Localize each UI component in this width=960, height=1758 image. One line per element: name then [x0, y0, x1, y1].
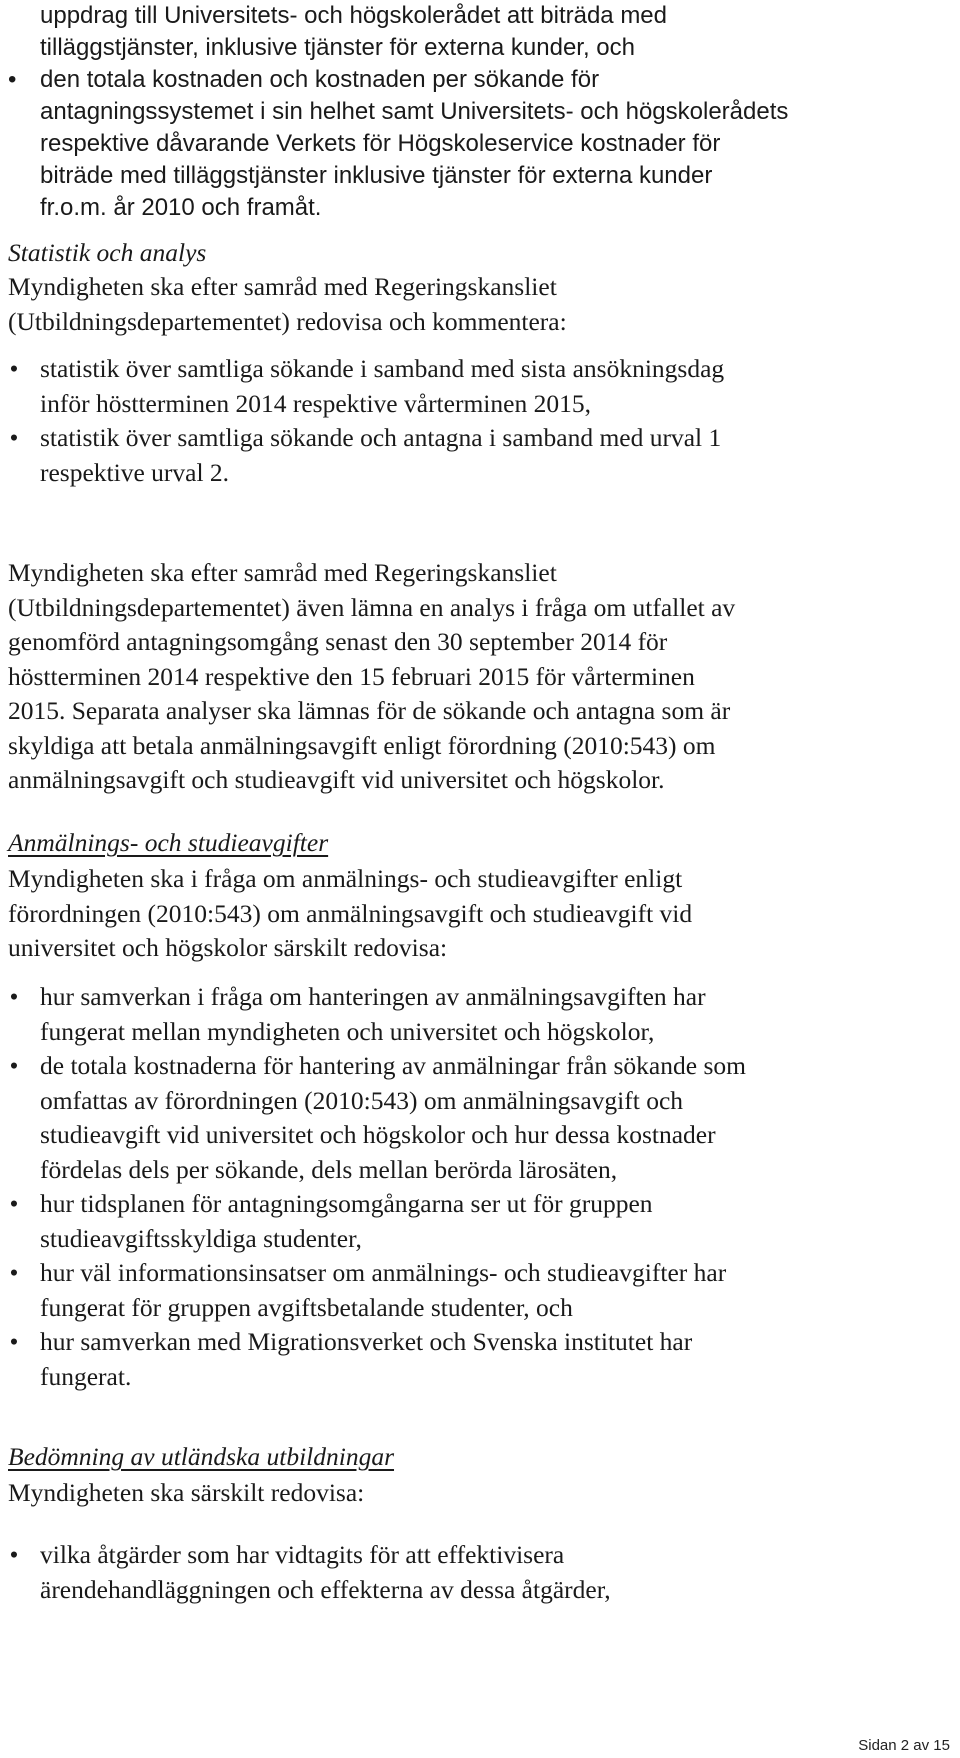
list-item [8, 1256, 948, 1325]
top-bullet [8, 64, 948, 224]
list-item [8, 1049, 948, 1187]
list-item [8, 352, 948, 421]
continuation-text [40, 0, 667, 64]
text-line: inför höstterminen 2014 respektive vårterminen 2015, [40, 388, 591, 418]
text-line: fungerat mellan myndigheten och universitet och högskolor, [40, 1016, 655, 1046]
text-line: fördelas dels per sökande, dels mellan berörda lärosäten, [40, 1154, 618, 1184]
list-item [8, 1325, 948, 1394]
section-heading-bedomning: Bedömning av utländska utbildningar [8, 1442, 395, 1471]
statistik-intro [8, 270, 567, 339]
bullet-marker: • [9, 1051, 19, 1080]
list-item [8, 421, 948, 490]
bedomning-bullet-list [8, 1538, 948, 1607]
text-line: hur samverkan i fråga om hanteringen av anmälningsavgiften har [40, 982, 706, 1011]
bullet-marker: • [9, 982, 19, 1011]
bedomning-intro: Myndigheten ska särskilt redovisa: [8, 1478, 365, 1507]
avgifter-bullet-list [8, 980, 948, 1394]
text-line: (Utbildningsdepartementet) redovisa och kommentera: [8, 306, 567, 336]
list-item [8, 1538, 948, 1607]
text-line: tilläggstjänster, inklusive tjänster för externa kunder, och [40, 34, 635, 61]
text-line: Myndigheten ska efter samråd med Regeringskansliet [8, 272, 557, 301]
text-line: biträde med tilläggstjänster inklusive tjänster för externa kunder [40, 162, 713, 189]
text-line: hur tidsplanen för antagningsomgångarna ser ut för gruppen [40, 1189, 653, 1218]
bullet-marker: • [9, 1327, 19, 1356]
text-line: vilka åtgärder som har vidtagits för att effektivisera [40, 1540, 565, 1569]
text-line: (Utbildningsdepartementet) även lämna en analys i fråga om utfallet av [8, 592, 736, 622]
text-line: studieavgift vid universitet och högskolor och hur dessa kostnader [40, 1120, 716, 1149]
list-item [8, 1187, 948, 1256]
statistik-bullet-list [8, 352, 948, 490]
section-heading-avgifter: Anmälnings- och studieavgifter [8, 828, 329, 857]
text-line: genomförd antagningsomgång senast den 30 september 2014 för [8, 627, 668, 656]
text-line: skyldiga att betala anmälningsavgift enligt förordning (2010:543) om [8, 730, 716, 760]
text-line: fungerat för gruppen avgiftsbetalande studenter, och [40, 1292, 573, 1322]
text-line: 2015. Separata analyser ska lämnas för de sökande och antagna som är [8, 696, 731, 725]
statistik-analysis [8, 556, 735, 798]
text-line: höstterminen 2014 respektive den 15 februari 2015 för vårterminen [8, 661, 695, 691]
bullet-marker: • [8, 66, 17, 93]
text-line: anmälningsavgift och studieavgift vid universitet och högskolor. [8, 765, 665, 794]
text-line: Myndigheten ska efter samråd med Regeringskansliet [8, 558, 557, 587]
text-line: de totala kostnaderna för hantering av anmälningar från sökande som [40, 1051, 746, 1080]
bullet-marker: • [9, 354, 19, 383]
section-heading-statistik: Statistik och analys [8, 238, 207, 267]
text-line: uppdrag till Universitets- och högskolerådet att biträda med [40, 2, 667, 29]
text-line: respektive dåvarande Verkets för Högskoleservice kostnader för [40, 130, 721, 157]
page-number: Sidan 2 av 15 [858, 1737, 950, 1754]
text-line: Myndigheten ska i fråga om anmälnings- och studieavgifter enligt [8, 864, 683, 893]
text-line: fr.o.m. år 2010 och framåt. [40, 194, 322, 221]
list-item [8, 980, 948, 1049]
bullet-marker: • [9, 423, 19, 452]
text-line: studieavgiftsskyldiga studenter, [40, 1223, 362, 1253]
text-line: hur samverkan med Migrationsverket och Svenska institutet har [40, 1327, 693, 1356]
text-line: statistik över samtliga sökande och antagna i samband med urval 1 [40, 423, 722, 452]
text-line: respektive urval 2. [40, 457, 230, 487]
text-line: hur väl informationsinsatser om anmälnings- och studieavgifter har [40, 1258, 727, 1287]
text-line: universitet och högskolor särskilt redovisa: [8, 933, 448, 962]
text-line: den totala kostnaden och kostnaden per sökande för [40, 66, 600, 93]
text-line: antagningssystemet i sin helhet samt Universitets- och högskolerådets [40, 98, 789, 125]
bullet-marker: • [9, 1258, 19, 1287]
text-line: ärendehandläggningen och effekterna av dessa åtgärder, [40, 1574, 611, 1604]
text-line: fungerat. [40, 1361, 132, 1391]
text-line: omfattas av förordningen (2010:543) om anmälningsavgift och [40, 1085, 684, 1115]
avgifter-intro [8, 862, 692, 966]
bullet-marker: • [9, 1540, 19, 1569]
bullet-marker: • [9, 1189, 19, 1218]
text-line: statistik över samtliga sökande i samband med sista ansökningsdag [40, 354, 725, 383]
text-line: förordningen (2010:543) om anmälningsavgift och studieavgift vid [8, 898, 693, 928]
